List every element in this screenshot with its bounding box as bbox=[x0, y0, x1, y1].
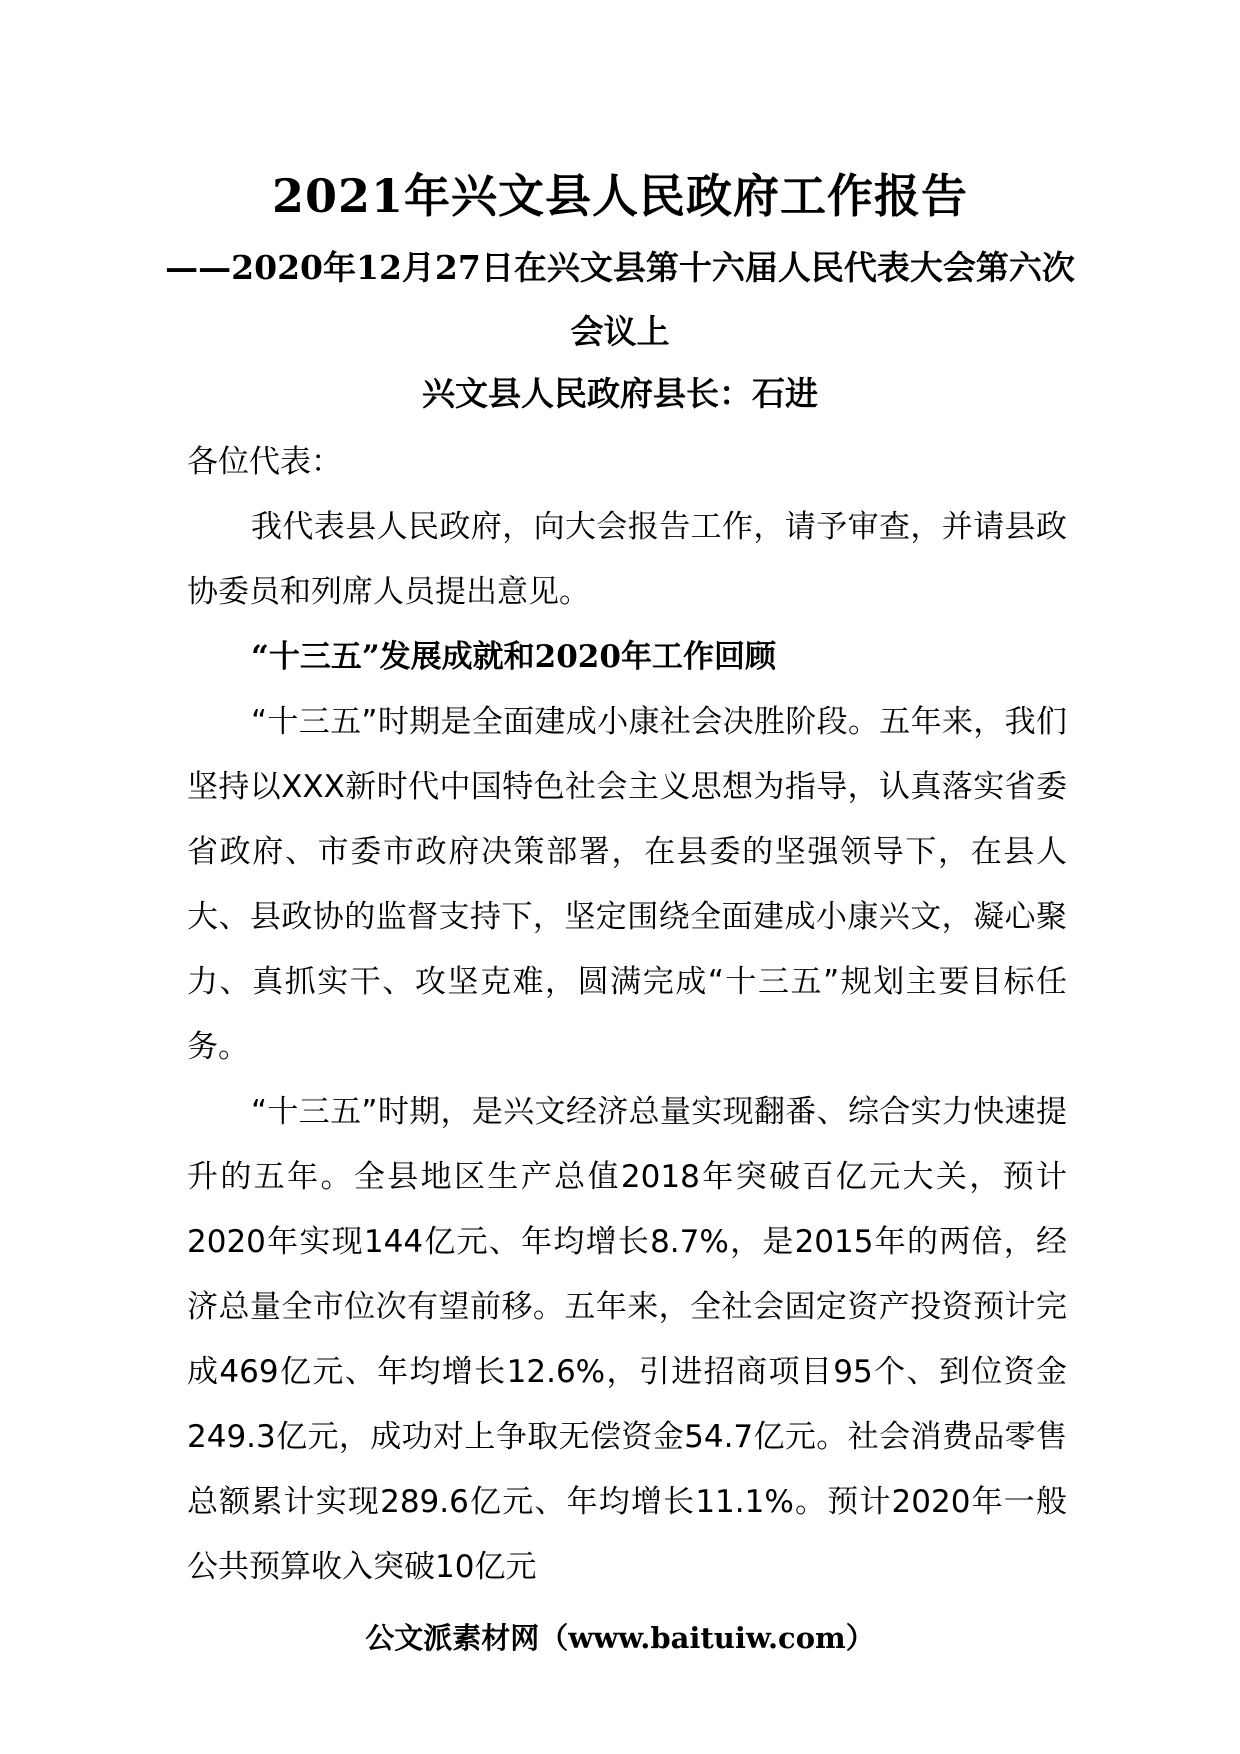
document-author: 兴文县人民政府县长：石进 bbox=[422, 374, 818, 413]
document-body bbox=[187, 430, 1067, 1600]
paragraph-review-1: “十三五”时期是全面建成小康社会决胜阶段。五年来，我们坚持以XXX新时代中国特色社会主义思想为指导，认真落实省委省政府、市委市政府决策部署，在县委的坚强领导下，在县人大、县政协的监督支持下，坚定围绕全面建成小康兴文，凝心聚力、真抓实干、攻坚克难，圆满完成“十三五”规划主要目标任务。 bbox=[187, 704, 1067, 1065]
source-footer: 公文派素材网（www.baituiw.com） bbox=[365, 1621, 875, 1655]
document-subtitle: ——2020年12月27日在兴文县第十六届人民代表大会第六次会议上 bbox=[165, 248, 1075, 351]
document-title: 2021年兴文县人民政府工作报告 bbox=[271, 169, 969, 223]
paragraph-intro: 我代表县人民政府，向大会报告工作，请予审查，并请县政协委员和列席人员提出意见。 bbox=[187, 509, 1067, 610]
paragraph-review-2: “十三五”时期，是兴文经济总量实现翻番、综合实力快速提升的五年。全县地区生产总值2018年突破百亿元大关，预计2020年实现144亿元、年均增长8.7%，是2015年的两倍，经济总量全市位次有望前移。五年来，全社会固定资产投资预计完成469亿元、年均增长12.6%，引进招商项目95个、到位资金249.3亿元，成功对上争取无偿资金54.7亿元。社会消费品零售总额累计实现289.6亿元、年均增长11.1%。预计2020年一般公共预算收入突破10亿元 bbox=[187, 1094, 1067, 1585]
section-heading: “十三五”发展成就和2020年工作回顾 bbox=[251, 639, 776, 675]
salutation: 各位代表： bbox=[187, 444, 342, 480]
